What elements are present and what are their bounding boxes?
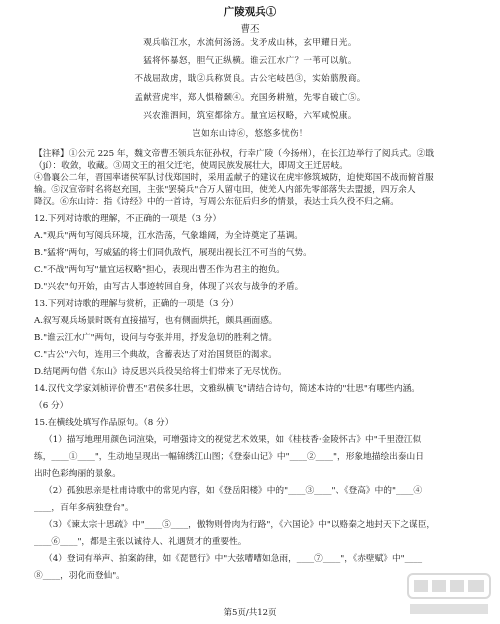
- note-line: （jí）：收敛，收藏。③周文王的祖父迁宅，使周民族发展壮大，即周文王迁居岐。: [34, 161, 348, 171]
- fill-in-line: （2）孤独思亲是杜甫诗歌中的常见内容，如《登岳阳楼》中的"____③____"、《登高》中的"____④: [44, 486, 423, 496]
- option-d: D.结尾两句借《东山》诗反思兴兵役吴给将士们带来了无尽忧伤。: [34, 367, 287, 377]
- poem-line: 猛将怀暴怒，胆气正纵横。谁云江水广？一苇可以航。: [143, 56, 357, 67]
- page-footer: 第5页/共12页: [223, 608, 277, 618]
- poem-line: 孟献营虎牢，郑人惧稽颡④。充国务耕殖，先零自破亡⑤。: [134, 92, 366, 103]
- question-14: [34, 383, 474, 412]
- option-a: A."观兵"两句写阅兵环境，江水浩荡，气象雄阔，为全诗奠定了基调。: [34, 231, 303, 241]
- poem-author: 曹丕: [240, 24, 260, 35]
- note-line: ④鲁襄公二年，晋国率诸侯军队讨伐郑国时，采用孟献子的建议在虎牢修筑城防，迫使郑国不战而俯首服: [34, 173, 434, 183]
- note-line: 输。⑤汉宣帝时名将赵充国，主张"罢骑兵"合万人留屯田，使羌人内部先零部落失去盟援，四万余人: [34, 185, 416, 195]
- option-c: C."古公"六句，连用三个典故，含蓄表达了对治国贤臣的渴求。: [34, 350, 277, 360]
- annotations: [34, 148, 474, 208]
- fill-in-line: 练，____①____"，生动地呈现出一幅锦绣江山图；《登泰山记》中"____②____"，形象地描绘出泰山日: [34, 452, 424, 462]
- question-12: [34, 213, 474, 293]
- option-d: D."兴农"句开始，由写古人事迹转回自身，体现了兴农与战争的矛盾。: [34, 282, 304, 292]
- fill-in-line: ____，百年多病独登台"。: [34, 503, 134, 513]
- poem-line: 岂如东山诗⑥，悠悠多忧伤！: [192, 128, 308, 139]
- option-b: B."谁云江水广"两句，设问与夸张并用，抒发急切的胜利之情。: [34, 333, 278, 343]
- note-line: 降汉。⑥东山诗：指《诗经》中的一首诗，写周公东征后归乡的情景，表达士兵久役不归之痛。: [34, 197, 399, 207]
- option-c: C."不战"两句写"量宜运权略"担心，表现出曹丕作为君主的抱负。: [34, 265, 285, 275]
- poem-title: 广陵观兵①: [223, 6, 277, 18]
- question-score: （6 分）: [34, 401, 69, 411]
- poem-line: 兴农淮泗间，筑室都徐方。量宜运权略，六军咸悦康。: [143, 110, 357, 121]
- fill-in-line: ____⑥____"，都是主张以诚待人、礼遇贤才的重要性。: [34, 537, 247, 547]
- fill-in-line: （4）登词有举声、拍案韵律，如《琵琶行》中"大弦嘈嘈如急雨，____⑦____"，《赤壁赋》中"____: [44, 554, 423, 564]
- fill-in-line: ⑧____，羽化而登仙"。: [34, 571, 125, 581]
- question-stem: 12.下列对诗歌的理解，不正确的一项是（3 分）: [34, 214, 222, 224]
- note-line: 【注释】①公元 225 年，魏文帝曹丕领兵东征孙权，行幸广陵（今扬州），在长江边举行了阅兵式。②戢: [34, 149, 435, 159]
- question-stem: 13.下列对诗歌的理解与赏析，正确的一项是（3 分）: [34, 299, 239, 309]
- poem-line: 不战屈敌虏，戢②兵称贤良。古公宅岐邑③，实始翦殷商。: [134, 74, 366, 85]
- poem-body: [0, 34, 500, 143]
- fill-in-line: （3）《谏太宗十思疏》中"____⑤____，傲物则骨肉为行路"，《六国论》中"以赂秦之地封天下之谋臣，: [44, 520, 436, 530]
- fill-in-line: （1）描写地理用颜色词渲染，可增强诗文的视觉艺术效果，如《桂枝香·金陵怀古》中"千里澄江似: [44, 435, 422, 445]
- fill-in-line: 出时色彩绚丽的景象。: [34, 469, 121, 479]
- question-stem: 14.汉代文学家刘桢评价曹丕"君侯多壮思，文雅纵横飞"请结合诗句，简述本诗的"壮思"有哪些内涵。: [34, 384, 420, 394]
- question-15: [34, 417, 474, 582]
- question-13: [34, 298, 474, 378]
- poem-line: 观兵临江水，水流何汤汤。戈矛成山林，玄甲耀日光。: [143, 38, 357, 48]
- question-stem: 15.在横线处填写作品原句。（8 分）: [34, 418, 174, 428]
- watermark-logo-icon: [404, 568, 494, 620]
- option-a: A.叙写观兵场景时既有直接描写，也有侧面烘托，颇具画面感。: [34, 316, 278, 326]
- notes-and-questions: [34, 148, 474, 582]
- option-b: B."猛将"两句，写威猛的将士们同仇敌忾，展现出视长江不可当的气势。: [34, 248, 312, 258]
